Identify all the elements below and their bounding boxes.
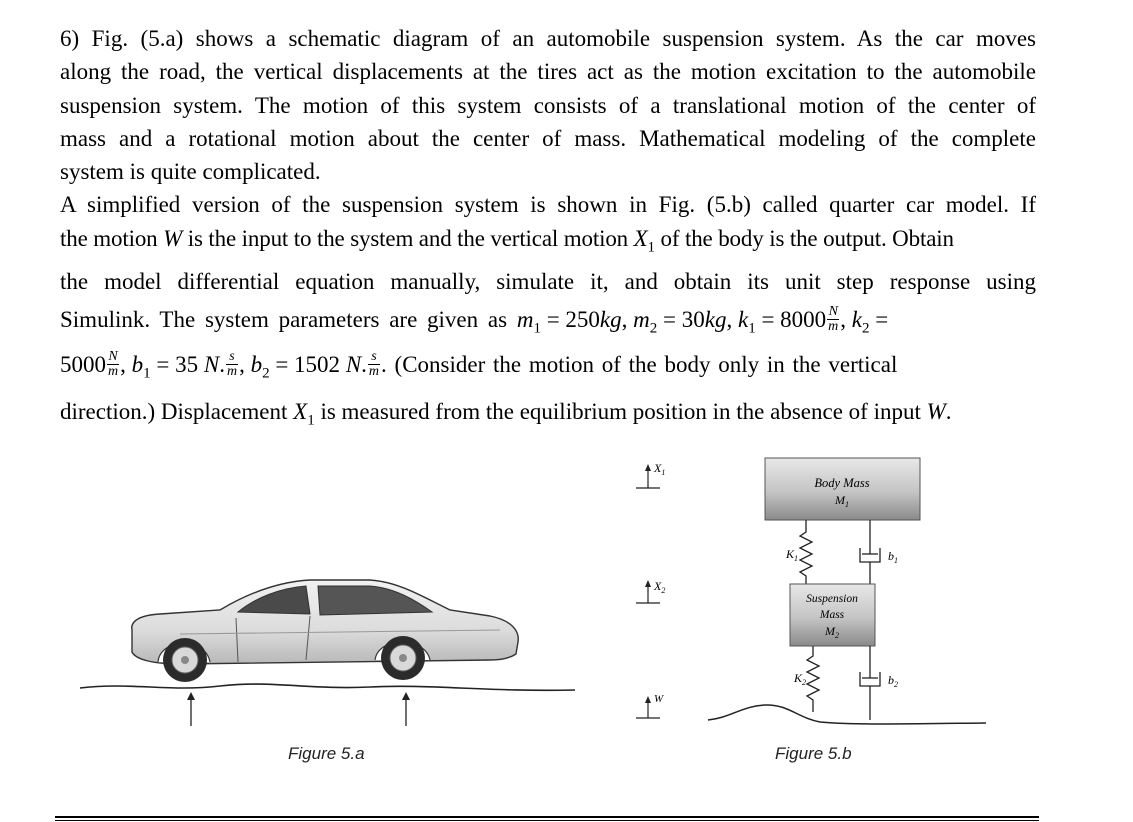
svg-text:K2: $K_2$ — [794, 671, 807, 687]
problem-line-11: direction.) Displacement $X_1$ is measured from the equilibrium position in the absence of input W. — [60, 398, 952, 429]
damper-b1 — [860, 520, 880, 584]
rear-wheel — [381, 636, 425, 680]
problem-line-6: A simplified version of the suspension system is shown in Fig. (5.b) called quarter car model. If — [60, 192, 1036, 218]
problem-line-8: the model differential equation manually, simulate it, and obtain its unit step response using — [60, 268, 1036, 294]
damper-b2 — [860, 646, 880, 720]
fraction-s-over-m: $\frac{s}{m}$ — [226, 349, 238, 380]
problem-line-3: suspension system. The motion of this system consists of a translational motion of the center of — [60, 92, 1036, 118]
problem-line-1: 6) Fig. (5.a) shows a schematic diagram of an automobile suspension system. As the car moves — [60, 26, 1036, 51]
fraction-n-over-m: $\frac{N}{m}$ — [828, 304, 839, 335]
figure-5b-quarter-car-diagram — [620, 450, 1000, 740]
problem-line-2: along the road, the vertical displacements at the tires act as the motion excitation to the automobile — [60, 59, 1036, 85]
car-window-rear — [318, 586, 432, 615]
problem-line-7: the motion W is the input to the system and the vertical motion $X_1$ of the body is the output. Obtain — [60, 225, 954, 256]
x1-displacement-arrow — [636, 461, 665, 488]
bottom-rule-thin — [55, 820, 1039, 821]
front-tire-excitation-arrow — [187, 692, 195, 726]
road-line — [80, 684, 575, 690]
svg-text:X2: $X_2$ — [654, 579, 666, 595]
spring-k1 — [800, 520, 812, 584]
svg-text:Suspension: Suspension — [806, 593, 858, 605]
w-input-arrow — [636, 693, 664, 718]
spring-k2 — [807, 646, 819, 712]
front-wheel — [163, 638, 207, 682]
svg-text:K1: $K_1$ — [786, 547, 799, 563]
fraction-n-over-m-2: $\frac{N}{m}$ — [108, 349, 119, 380]
bottom-rule-thick — [55, 816, 1039, 818]
problem-line-5: system is quite complicated. — [60, 159, 321, 185]
svg-text:Mass: Mass — [819, 609, 845, 621]
svg-text:Body Mass: Body Mass — [814, 476, 870, 490]
fraction-s-over-m-2: $\frac{s}{m}$ — [368, 349, 380, 380]
svg-text:X1: $X_1$ — [654, 461, 666, 477]
svg-text:M1: $M_1$ — [835, 493, 849, 509]
x2-displacement-arrow — [636, 579, 665, 603]
problem-line-4: mass and a rotational motion about the center of mass. Mathematical modeling of the complete — [60, 125, 1036, 151]
svg-text:M2: $M_2$ — [825, 624, 839, 640]
svg-text:W: W — [654, 693, 664, 705]
figure-5b-caption: Figure 5.b — [775, 744, 852, 763]
figure-5a-car-diagram — [70, 560, 590, 730]
problem-line-10: 5000 $\frac{N}{m}$ , $b_1 = 35$ N. $\frac{s}{m}$ , $b_2 = 1502$ N. $\frac{s}{m}$ . (Consider the motion of the body only in the vertical — [60, 349, 898, 382]
road-profile — [708, 705, 986, 724]
problem-statement — [60, 22, 1036, 438]
problem-line-9: Simulink. The system parameters are given as $m_1 = 250kg$, $m_2 = 30kg$, $k_1 = 8000$ $\frac{N}{m}$ , $k_2$ = — [60, 304, 889, 337]
svg-text:b2: $b_2$ — [888, 673, 898, 689]
svg-text:b1: $b_1$ — [888, 549, 898, 565]
figure-5a-caption: Figure 5.a — [288, 744, 365, 763]
rear-tire-excitation-arrow — [402, 692, 410, 726]
